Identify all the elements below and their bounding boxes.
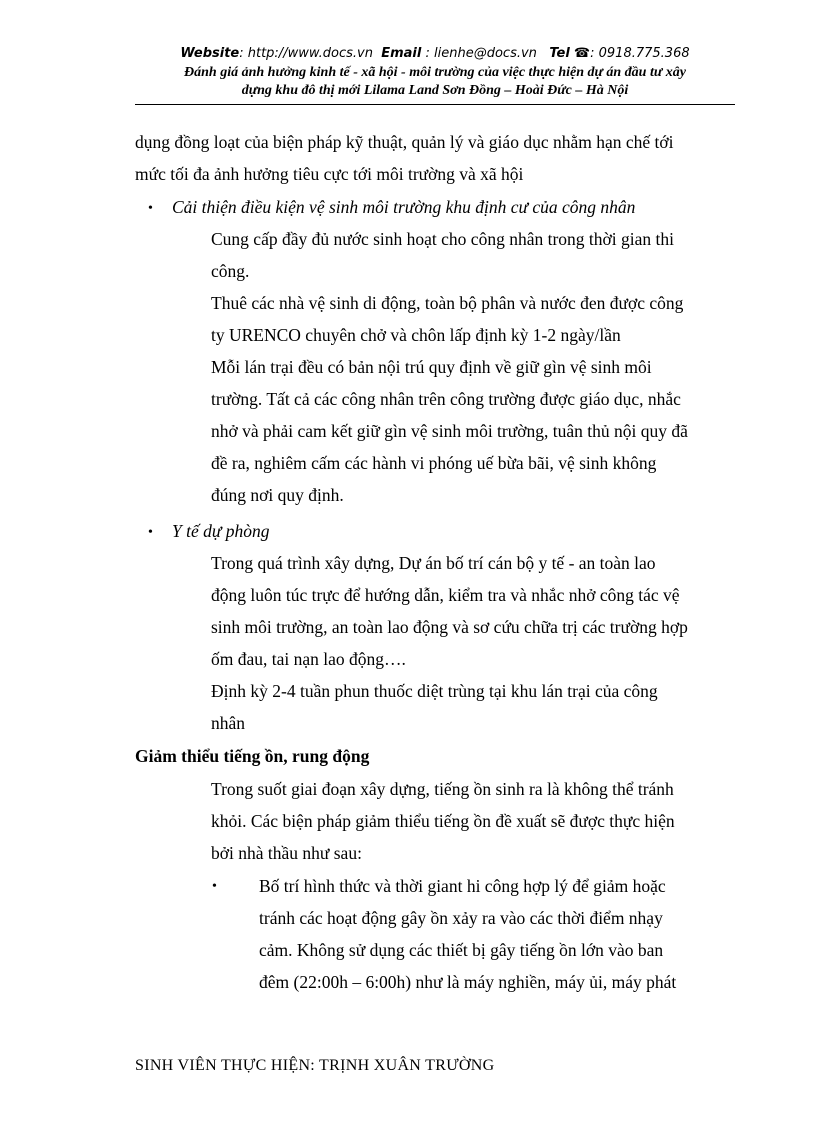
bullet-1-line-4: ty URENCO chuyên chở và chôn lấp định kỳ 1-2 ngày/lần — [211, 325, 621, 345]
header-subtitle-1: Đánh giá ảnh hưởng kinh tế - xã hội - môi trường của việc thực hiện dự án đầu tư xây — [184, 65, 686, 80]
bullet-2-title: Y tế dự phòng — [172, 521, 270, 541]
bullet-icon: • — [148, 201, 153, 216]
bullet-1-line-3: Thuê các nhà vệ sinh di động, toàn bộ phân và nước đen được công — [211, 293, 684, 313]
section-line-1: Trong suốt giai đoạn xây dựng, tiếng ồn sinh ra là không thể tránh — [211, 779, 674, 799]
tel-label: Tel — [549, 46, 570, 61]
bullet-2-line-3: sinh môi trường, an toàn lao động và sơ cứu chữa trị các trường hợp — [211, 617, 688, 637]
bullet-icon: • — [212, 879, 217, 894]
intro-line-2: mức tối đa ảnh hưởng tiêu cực tới môi trường và xã hội — [135, 164, 524, 184]
section-line-3: bởi nhà thầu như sau: — [211, 843, 362, 863]
bullet-2-line-2: động luôn túc trực để hướng dẫn, kiểm tra và nhắc nhở công tác vệ — [211, 585, 680, 605]
intro-line-1: dụng đồng loạt của biện pháp kỹ thuật, quản lý và giáo dục nhằm hạn chế tới — [135, 132, 674, 152]
bullet-3-line-1: Bố trí hình thức và thời giant hi công hợp lý để giảm hoặc — [259, 876, 666, 896]
email-label: Email — [381, 46, 422, 61]
bullet-2-line-5: Định kỳ 2-4 tuần phun thuốc diệt trùng tại khu lán trại của công — [211, 681, 658, 701]
header-divider — [135, 104, 735, 105]
bullet-1-line-1: Cung cấp đầy đủ nước sinh hoạt cho công nhân trong thời gian thi — [211, 229, 674, 249]
section-line-2: khỏi. Các biện pháp giảm thiểu tiếng ồn đề xuất sẽ được thực hiện — [211, 811, 675, 831]
section-title: Giảm thiểu tiếng ồn, rung động — [135, 746, 370, 766]
bullet-2-line-4: ốm đau, tai nạn lao động…. — [211, 649, 406, 669]
bullet-1-line-5: Mỗi lán trại đều có bản nội trú quy định về giữ gìn vệ sinh môi — [211, 357, 652, 377]
bullet-1-line-8: đề ra, nghiêm cấm các hành vi phóng uế bừa bãi, vệ sinh không — [211, 453, 657, 473]
contact-line — [135, 44, 735, 64]
page-header — [135, 44, 735, 100]
header-subtitle-2: dựng khu đô thị mới Lilama Land Sơn Đồng – Hoài Đức – Hà Nội — [241, 83, 629, 98]
page-footer: SINH VIÊN THỰC HIỆN: TRỊNH XUÂN TRƯỜNG — [135, 1057, 495, 1074]
bullet-3-line-3: cảm. Không sử dụng các thiết bị gây tiếng ồn lớn vào ban — [259, 940, 664, 960]
bullet-icon: • — [148, 525, 153, 540]
tel-value: : 0918.775.368 — [590, 46, 690, 61]
phone-icon: ☎ — [573, 46, 591, 61]
bullet-1-line-2: công. — [211, 261, 250, 281]
email-value: : lienhe@docs.vn — [425, 46, 537, 61]
bullet-1-title: Cải thiện điều kiện vệ sinh môi trường khu định cư của công nhân — [172, 197, 636, 217]
bullet-3-line-4: đêm (22:00h – 6:00h) như là máy nghiền, máy ủi, máy phát — [259, 972, 677, 992]
bullet-1-line-6: trường. Tất cả các công nhân trên công trường được giáo dục, nhắc — [211, 389, 681, 409]
bullet-1-line-7: nhở và phải cam kết giữ gìn vệ sinh môi trường, tuân thủ nội quy đã — [211, 421, 688, 441]
website-value: : http://www.docs.vn — [239, 46, 373, 61]
bullet-3-line-2: tránh các hoạt động gây ồn xảy ra vào các thời điểm nhạy — [259, 908, 663, 928]
website-label: Website — [180, 46, 240, 61]
bullet-2-line-6: nhân — [211, 713, 246, 733]
bullet-1-line-9: đúng nơi quy định. — [211, 485, 344, 505]
bullet-2-line-1: Trong quá trình xây dựng, Dự án bố trí cán bộ y tế - an toàn lao — [211, 553, 656, 573]
